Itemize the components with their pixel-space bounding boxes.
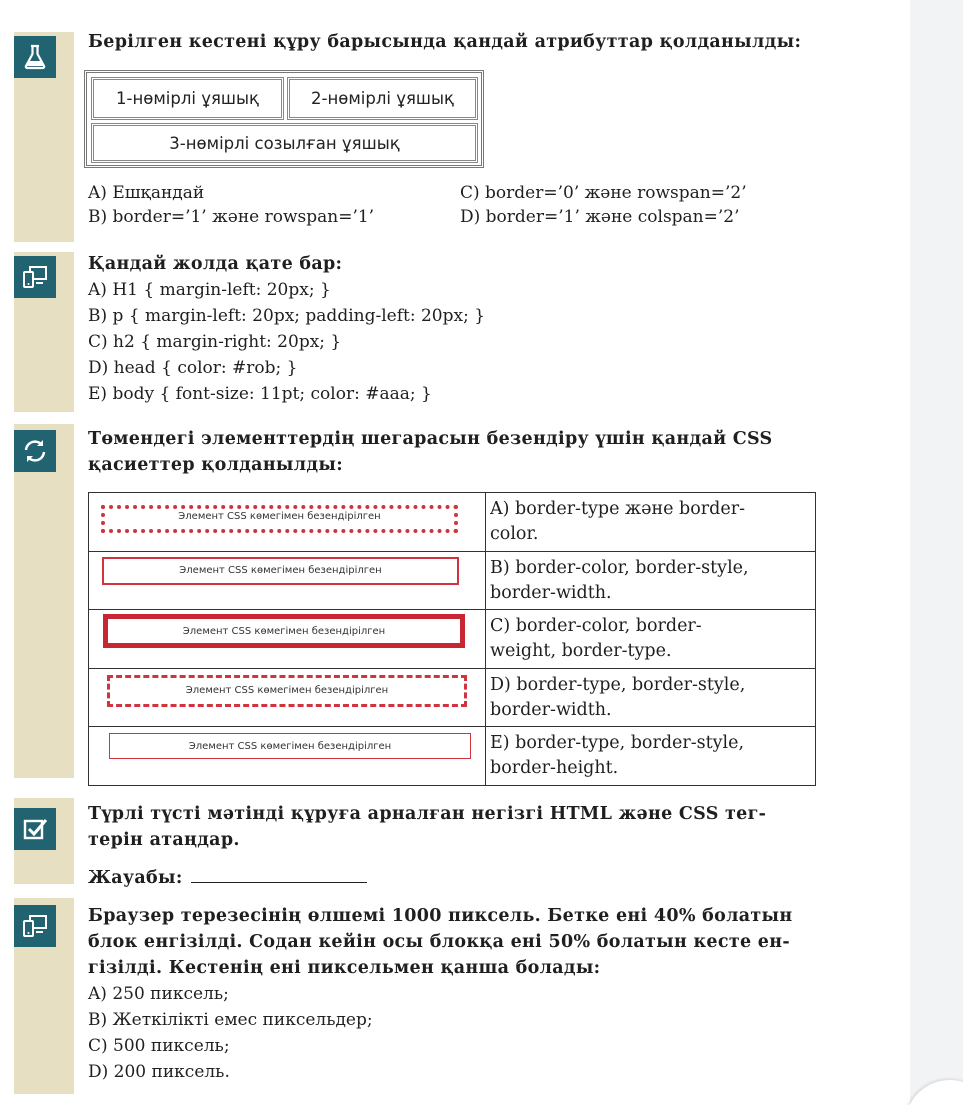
q5-question-line1: Браузер терезесінің өлшемі 1000 пиксель. Бетке ені 40% болатын (88, 906, 793, 926)
sample-dotted-box: Элемент CSS көмегімен безендірілген (101, 505, 458, 533)
sample-thin-box: Элемент CSS көмегімен безендірілген (102, 557, 459, 585)
q1-cell-1: 1-нөмірлі ұяшық (91, 77, 284, 120)
q3-option-d-line1: D) border-type, border-style, (490, 674, 746, 695)
sample-hairline-box: Элемент CSS көмегімен безендірілген (109, 733, 471, 759)
q4-question-line1: Түрлі түсті мәтінді құруға арналған негізгі HTML және CSS тег- (88, 804, 767, 824)
q3-question-line1: Төмендегі элементтердің шегарасын безендіру үшін қандай CSS (88, 429, 773, 449)
viewer-margin (910, 0, 963, 1105)
sample-dashed-box: Элемент CSS көмегімен безендірілген (107, 675, 467, 707)
q1-option-a: A) Ешқандай (88, 183, 205, 203)
section-band (14, 424, 74, 778)
table-row (89, 493, 816, 552)
q1-options (88, 182, 823, 228)
q5-option-d: D) 200 пиксель. (88, 1062, 230, 1082)
q2-question: Қандай жолда қате бар: (88, 254, 343, 274)
q3-option-a (486, 493, 816, 552)
q3-option-c-line2: weight, border-type. (490, 641, 672, 661)
devices-icon (14, 905, 56, 947)
q3-option-d (486, 668, 816, 727)
q1-cell-2: 2-нөмірлі ұяшық (287, 77, 478, 120)
q2-option-b: B) p { margin-left: 20px; padding-left: 20px; } (88, 306, 486, 326)
flask-icon (14, 36, 56, 78)
q3-option-a-line2: color. (490, 524, 539, 544)
q5-block (88, 903, 823, 1085)
q3-demo-b (89, 551, 486, 610)
q2-option-a: A) H1 { margin-left: 20px; } (88, 280, 331, 300)
q3-demo-d (89, 668, 486, 727)
q1-option-c: C) border=’0’ және rowspan=’2’ (460, 183, 747, 203)
q2-option-d: D) head { color: #rob; } (88, 358, 298, 378)
q2-block (88, 251, 823, 407)
q3-demo-c (89, 610, 486, 669)
q3-option-b-line1: B) border-color, border-style, (490, 557, 749, 578)
devices-icon (14, 256, 56, 298)
q5-question-line3: гізілді. Кестенің ені пиксельмен қанша болады: (88, 958, 601, 978)
q5-question-line2: блок енгізілді. Содан кейін осы блокқа ені 50% болатын кесте ен- (88, 932, 790, 952)
q1-option-d: D) border=’1’ және colspan=’2’ (460, 207, 740, 227)
q3-border-table (88, 492, 816, 786)
table-row (89, 610, 816, 669)
q5-option-a: A) 250 пиксель; (88, 984, 229, 1004)
q3-option-e-line1: E) border-type, border-style, (490, 733, 745, 753)
answer-blank-line (191, 865, 367, 883)
q3-option-b (486, 551, 816, 610)
q3-option-d-line2: border-width. (490, 699, 612, 720)
q4-question (88, 801, 823, 853)
checkbox-icon (14, 808, 56, 850)
q3-question-line2: қасиеттер қолданылды: (88, 455, 343, 475)
table-row (89, 551, 816, 610)
sample-thick-box: Элемент CSS көмегімен безендірілген (103, 614, 465, 648)
q3-option-b-line2: border-width. (490, 582, 612, 603)
q5-option-c: C) 500 пиксель; (88, 1036, 230, 1056)
q5-option-b: B) Жеткілікті емес пиксельдер; (88, 1010, 373, 1030)
q3-demo-a (89, 493, 486, 552)
refresh-icon (14, 430, 56, 472)
q3-question (88, 426, 823, 478)
q1-demo-table (84, 70, 484, 168)
q1-question: Берілген кестені құру барысында қандай атрибуттар қолданылды: (88, 32, 802, 52)
q4-answer (88, 865, 823, 891)
q2-option-c: C) h2 { margin-right: 20px; } (88, 332, 342, 352)
q3-demo-e (89, 727, 486, 786)
table-row (89, 668, 816, 727)
q3-option-a-line1: A) border-type және border- (490, 499, 745, 519)
q2-option-e: E) body { font-size: 11pt; color: #aaa; } (88, 384, 432, 404)
q3-option-c (486, 610, 816, 669)
q3-option-e-line2: border-height. (490, 758, 619, 778)
q1-cell-3: 3-нөмірлі созылған ұяшық (91, 123, 478, 163)
q3-option-e (486, 727, 816, 786)
q4-question-line2: терін атаңдар. (88, 830, 240, 850)
q3-option-c-line1: C) border-color, border- (490, 616, 702, 636)
q4-answer-label: Жауабы: (88, 868, 183, 888)
table-row (89, 727, 816, 786)
q1-option-b: B) border=’1’ және rowspan=’1’ (88, 207, 375, 227)
